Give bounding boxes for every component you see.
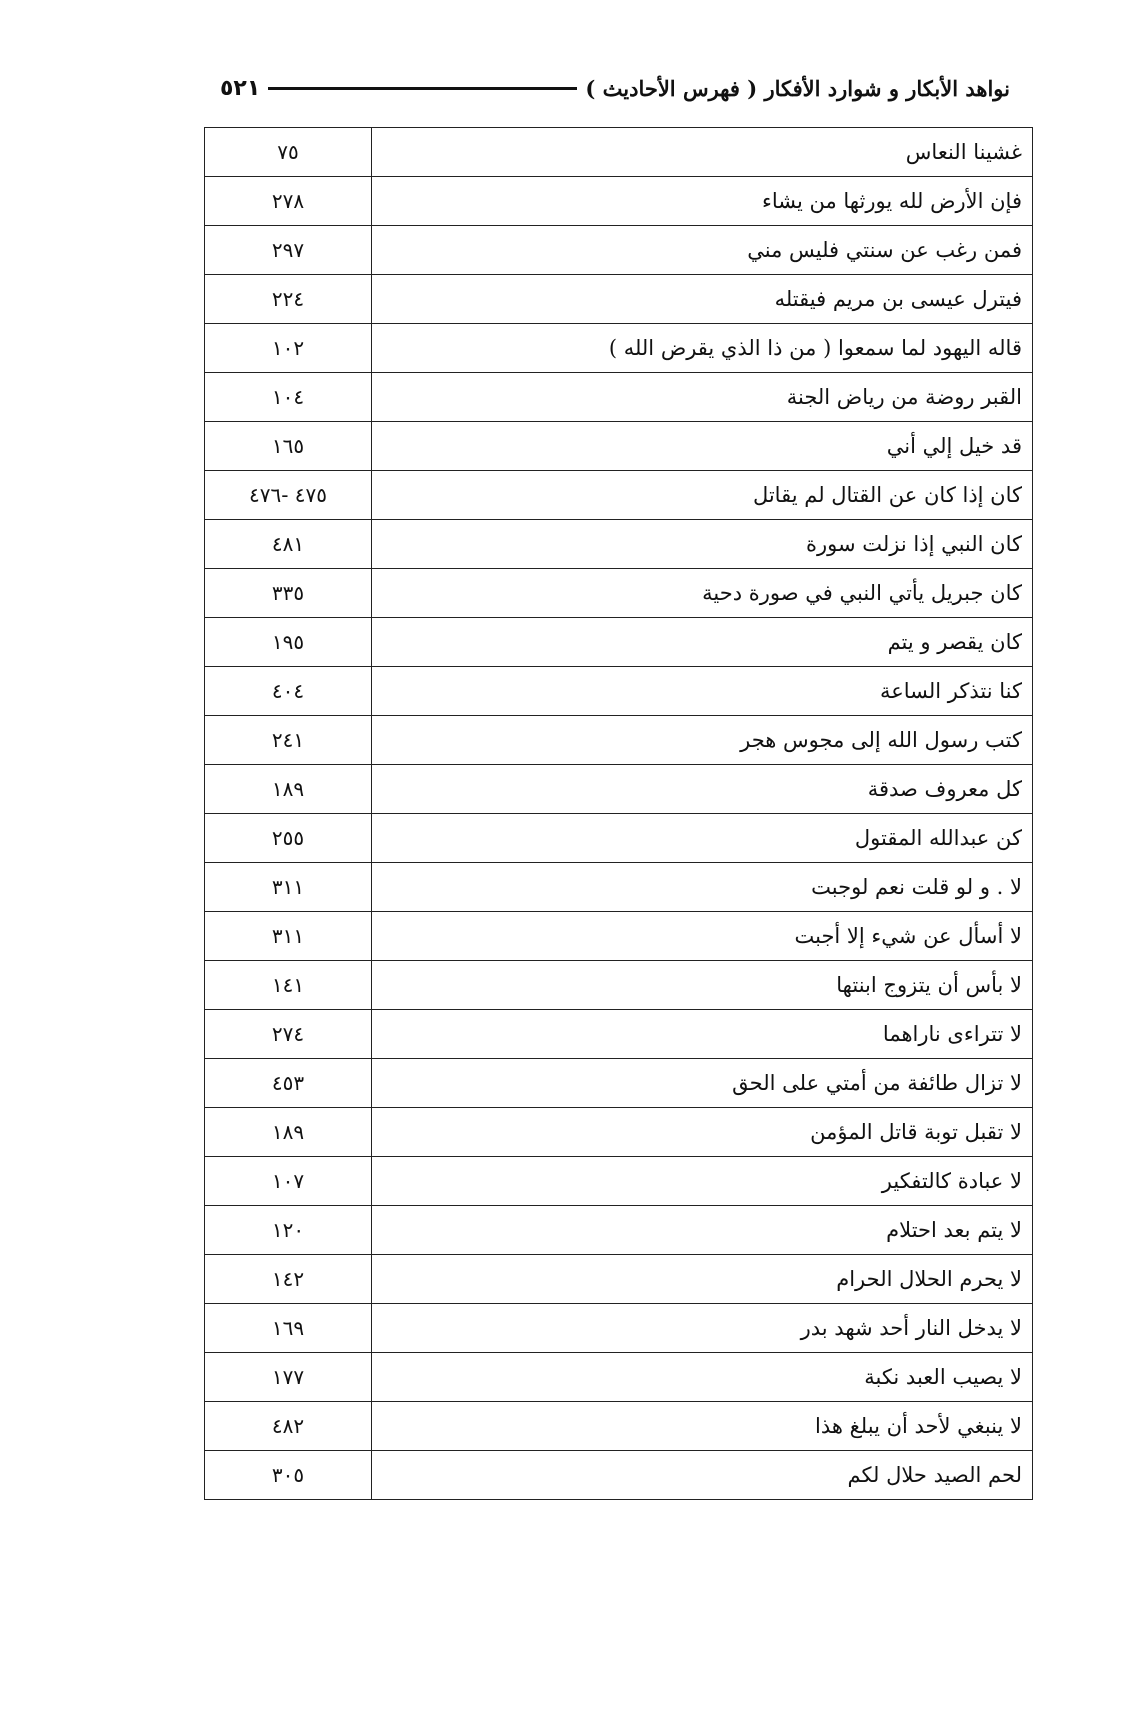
- page-reference: ١٨٩: [205, 1108, 372, 1157]
- hadith-index-table: [204, 127, 1033, 1500]
- page-reference: ٤٥٣: [205, 1059, 372, 1108]
- page-reference: ١٤١: [205, 961, 372, 1010]
- hadith-text: كتب رسول الله إلى مجوس هجر: [372, 716, 1033, 765]
- hadith-text: لا تزال طائفة من أمتي على الحق: [372, 1059, 1033, 1108]
- hadith-text: لا يحرم الحلال الحرام: [372, 1255, 1033, 1304]
- hadith-text: لحم الصيد حلال لكم: [372, 1451, 1033, 1500]
- table-row: [205, 1010, 1033, 1059]
- hadith-text: كان النبي إذا نزلت سورة: [372, 520, 1033, 569]
- hadith-text: لا يدخل النار أحد شهد بدر: [372, 1304, 1033, 1353]
- table-row: [205, 1402, 1033, 1451]
- hadith-text: لا ينبغي لأحد أن يبلغ هذا: [372, 1402, 1033, 1451]
- hadith-text: لا بأس أن يتزوج ابنتها: [372, 961, 1033, 1010]
- table-row: [205, 912, 1033, 961]
- table-row: [205, 373, 1033, 422]
- page-reference: ٢٥٥: [205, 814, 372, 863]
- hadith-text: كنا نتذكر الساعة: [372, 667, 1033, 716]
- page-reference: ١٠٧: [205, 1157, 372, 1206]
- page-reference: ١٦٩: [205, 1304, 372, 1353]
- hadith-text: لا يصيب العبد نكبة: [372, 1353, 1033, 1402]
- page-reference: ٢٧٤: [205, 1010, 372, 1059]
- page-reference: ٤٨١: [205, 520, 372, 569]
- table-row: [205, 716, 1033, 765]
- table-row: [205, 667, 1033, 716]
- table-row: [205, 324, 1033, 373]
- page-reference: ١٠٤: [205, 373, 372, 422]
- hadith-text: لا يتم بعد احتلام: [372, 1206, 1033, 1255]
- hadith-text: لا عبادة كالتفكير: [372, 1157, 1033, 1206]
- table-row: [205, 961, 1033, 1010]
- page-reference: ١٤٢: [205, 1255, 372, 1304]
- page-reference: ١٨٩: [205, 765, 372, 814]
- table-row: [205, 177, 1033, 226]
- hadith-text: كن عبدالله المقتول: [372, 814, 1033, 863]
- table-row: [205, 1157, 1033, 1206]
- page-number: ٥٢١: [220, 75, 261, 101]
- page-reference: ١٠٢: [205, 324, 372, 373]
- table-row: [205, 128, 1033, 177]
- page-reference: ١٢٠: [205, 1206, 372, 1255]
- page-reference: ٣٠٥: [205, 1451, 372, 1500]
- table-row: [205, 814, 1033, 863]
- hadith-text: القبر روضة من رياض الجنة: [372, 373, 1033, 422]
- table-row: [205, 520, 1033, 569]
- page-reference: ٢٢٤: [205, 275, 372, 324]
- running-title: نواهد الأبكار و شوارد الأفكار ( فهرس الأحاديث ): [585, 75, 1010, 101]
- page-reference: ٢٧٨: [205, 177, 372, 226]
- page-reference: ٧٥: [205, 128, 372, 177]
- page-reference: ٣١١: [205, 912, 372, 961]
- table-row: [205, 618, 1033, 667]
- hadith-text: لا . و لو قلت نعم لوجبت: [372, 863, 1033, 912]
- hadith-text: كان جبريل يأتي النبي في صورة دحية: [372, 569, 1033, 618]
- table-row: [205, 226, 1033, 275]
- hadith-text: لا تتراءى ناراهما: [372, 1010, 1033, 1059]
- page-reference: ٤٧٥ -٤٧٦: [205, 471, 372, 520]
- page-reference: ٢٤١: [205, 716, 372, 765]
- hadith-text: كان إذا كان عن القتال لم يقاتل: [372, 471, 1033, 520]
- hadith-text: لا تقبل توبة قاتل المؤمن: [372, 1108, 1033, 1157]
- table-row: [205, 1451, 1033, 1500]
- hadith-text: قد خيل إلي أني: [372, 422, 1033, 471]
- page-reference: ١٧٧: [205, 1353, 372, 1402]
- page-reference: ١٦٥: [205, 422, 372, 471]
- table-row: [205, 1353, 1033, 1402]
- hadith-text: فإن الأرض لله يورثها من يشاء: [372, 177, 1033, 226]
- hadith-text: فمن رغب عن سنتي فليس مني: [372, 226, 1033, 275]
- page-reference: ٣١١: [205, 863, 372, 912]
- page-reference: ٤٠٤: [205, 667, 372, 716]
- page-reference: ٢٩٧: [205, 226, 372, 275]
- hadith-text: كان يقصر و يتم: [372, 618, 1033, 667]
- page-reference: ٣٣٥: [205, 569, 372, 618]
- hadith-text: قاله اليهود لما سمعوا ( من ذا الذي يقرض الله ): [372, 324, 1033, 373]
- index-body: [205, 128, 1033, 1500]
- table-row: [205, 765, 1033, 814]
- page-reference: ٤٨٢: [205, 1402, 372, 1451]
- table-row: [205, 569, 1033, 618]
- table-row: [205, 1108, 1033, 1157]
- hadith-text: كل معروف صدقة: [372, 765, 1033, 814]
- header-rule: [268, 87, 577, 90]
- table-row: [205, 422, 1033, 471]
- table-row: [205, 1304, 1033, 1353]
- hadith-text: فيترل عيسى بن مريم فيقتله: [372, 275, 1033, 324]
- hadith-text: لا أسأل عن شيء إلا أجبت: [372, 912, 1033, 961]
- table-row: [205, 1206, 1033, 1255]
- hadith-text: غشينا النعاس: [372, 128, 1033, 177]
- table-row: [205, 471, 1033, 520]
- table-row: [205, 863, 1033, 912]
- page-header: [220, 68, 1010, 108]
- table-row: [205, 1059, 1033, 1108]
- table-row: [205, 275, 1033, 324]
- table-row: [205, 1255, 1033, 1304]
- page-reference: ١٩٥: [205, 618, 372, 667]
